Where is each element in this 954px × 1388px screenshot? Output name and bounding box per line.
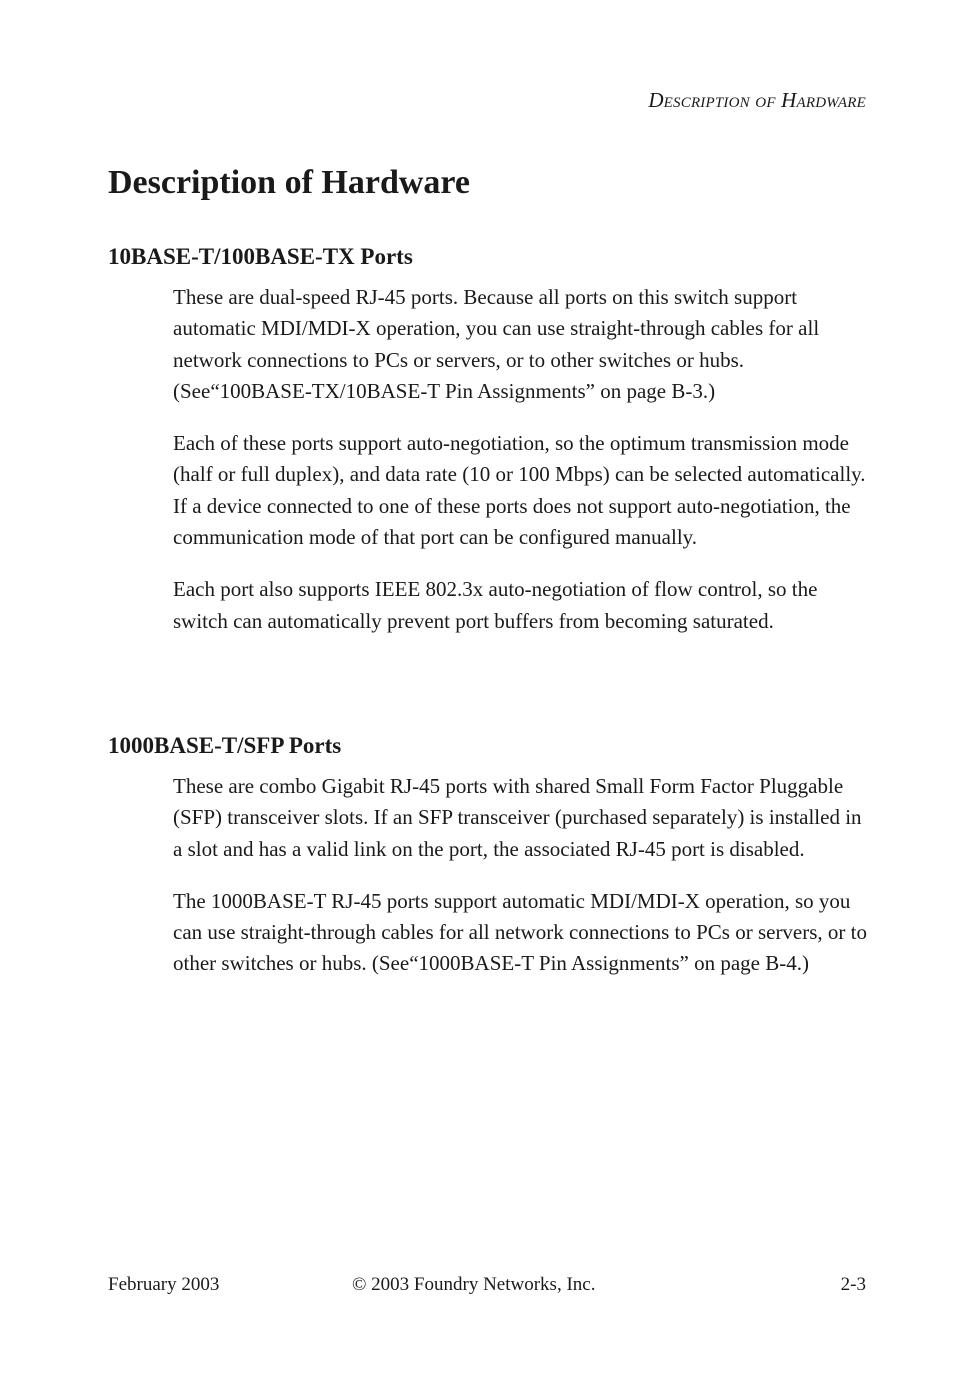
footer-date: February 2003 [108,1274,220,1295]
section-body-10-100-ports [173,282,873,658]
running-header: Description of Hardware [648,88,866,112]
section-heading-10-100-ports: 10BASE-T/100BASE-TX Ports [108,244,413,269]
footer-page-number: 2-3 [840,1274,866,1295]
paragraph: These are dual-speed RJ-45 ports. Because all ports on this switch support automatic MDI/MDI-X operation, you can use straight-through cables for all network connections to PCs or servers, or to other switches or hubs. (See“100BASE-TX/10BASE-T Pin Assignments” on page B-3.) [173,285,820,403]
section-body-1000-sfp-ports [173,771,873,1001]
paragraph: Each port also supports IEEE 802.3x auto-negotiation of flow control, so the switch can automatically prevent port buffers from becoming saturated. [173,577,818,633]
paragraph: The 1000BASE-T RJ-45 ports support automatic MDI/MDI-X operation, so you can use straight-through cables for all network connections to PCs or servers, or to other switches or hubs. (See“1000BASE-T Pin Assignments” on page B-4.) [173,888,867,976]
paragraph: Each of these ports support auto-negotiation, so the optimum transmission mode (half or full duplex), and data rate (10 or 100 Mbps) can be selected automatically. If a device connected to one of these ports does not support auto-negotiation, the communication mode of that port can be configured manually. [173,431,866,550]
section-heading-1000-sfp-ports: 1000BASE-T/SFP Ports [108,733,342,758]
paragraph: These are combo Gigabit RJ-45 ports with shared Small Form Factor Pluggable (SFP) transceiver slots. If an SFP transceiver (purchased separately) is installed in a slot and has a valid link on the port, the associated RJ-45 port is disabled. [173,774,862,861]
footer-copyright: © 2003 Foundry Networks, Inc. [352,1274,596,1295]
page-title: Description of Hardware [108,164,470,201]
